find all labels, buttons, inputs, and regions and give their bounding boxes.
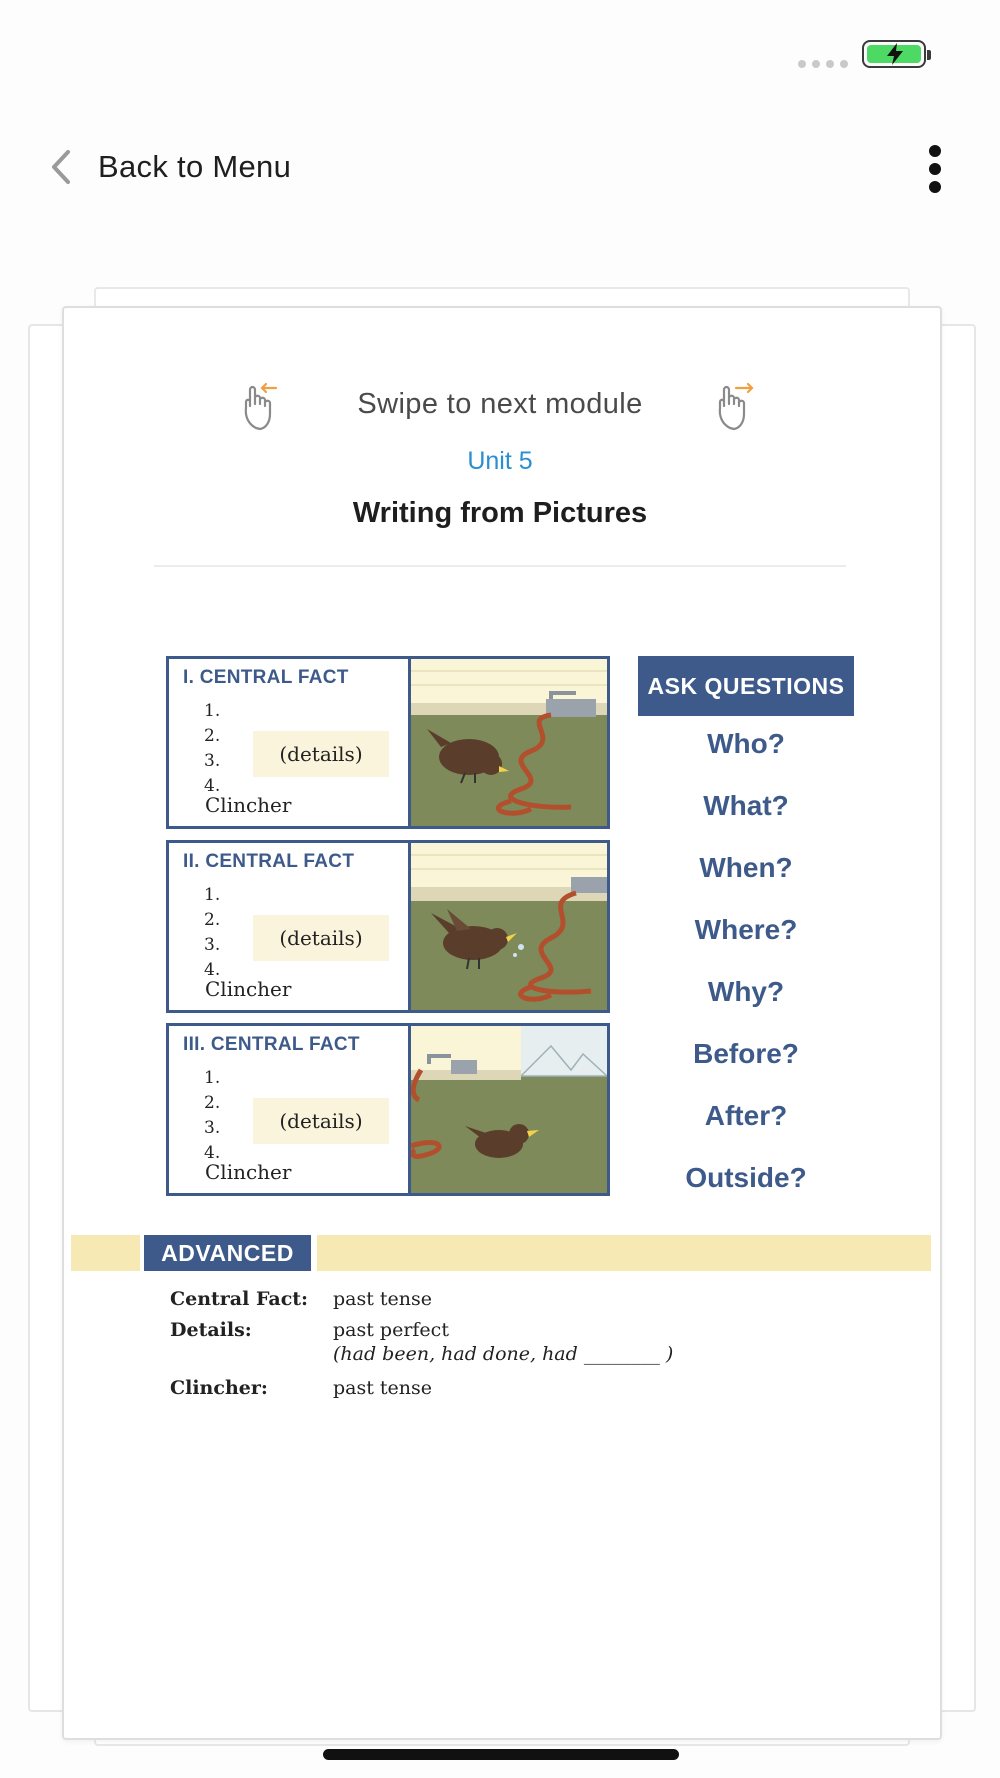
details-placeholder: (details) <box>253 915 389 961</box>
question-after: After? <box>704 1100 788 1131</box>
question-outside: Outside? <box>685 1162 807 1193</box>
swipe-right-hand-icon <box>714 376 760 432</box>
advanced-details-note: (had been, had done, had ________ ) <box>333 1343 674 1365</box>
chevron-left-icon <box>46 148 76 186</box>
detail-numbers: 1. 2. 3. 4. <box>204 885 221 980</box>
ask-questions-header: ASK QUESTIONS <box>638 656 854 716</box>
central-fact-panel-1 <box>166 656 610 829</box>
cellular-signal-icon <box>798 60 848 68</box>
swipe-hint <box>240 376 760 432</box>
details-placeholder: (details) <box>253 731 389 777</box>
bird-hose-illustration-1 <box>411 659 607 826</box>
back-label: Back to Menu <box>98 149 292 184</box>
divider <box>154 565 846 567</box>
swipe-hint-text: Swipe to next module <box>357 387 643 420</box>
battery-charging-icon <box>862 40 926 68</box>
bird-hose-illustration-2 <box>411 843 607 1010</box>
clincher-label: Clincher <box>205 977 292 1001</box>
advanced-key-clincher: Clincher: <box>170 1377 268 1399</box>
advanced-value-central-fact: past tense <box>333 1288 433 1310</box>
question-why: Why? <box>707 976 785 1007</box>
clincher-label: Clincher <box>205 1160 292 1184</box>
unit-label: Unit 5 <box>467 447 533 475</box>
module-title: Writing from Pictures <box>352 497 648 529</box>
question-who: Who? <box>707 728 785 759</box>
question-before: Before? <box>693 1038 799 1069</box>
advanced-label: ADVANCED <box>144 1235 311 1271</box>
home-indicator[interactable] <box>323 1749 679 1760</box>
detail-numbers: 1. 2. 3. 4. <box>204 1068 221 1163</box>
central-fact-panel-3 <box>166 1023 610 1196</box>
bird-hose-illustration-3 <box>411 1026 607 1193</box>
advanced-value-details: past perfect <box>333 1319 449 1341</box>
detail-numbers: 1. 2. 3. 4. <box>204 701 221 796</box>
swipe-left-hand-icon <box>240 376 286 432</box>
advanced-key-central-fact: Central Fact: <box>170 1288 309 1310</box>
advanced-key-details: Details: <box>170 1319 252 1341</box>
back-to-menu-button[interactable] <box>46 148 291 186</box>
panel-heading: I. CENTRAL FACT <box>183 667 349 688</box>
question-when: When? <box>699 852 793 883</box>
advanced-value-clincher: past tense <box>333 1377 433 1399</box>
question-what: What? <box>703 790 789 821</box>
panel-heading: II. CENTRAL FACT <box>183 851 355 872</box>
question-where: Where? <box>694 914 798 945</box>
details-placeholder: (details) <box>253 1098 389 1144</box>
clincher-label: Clincher <box>205 793 292 817</box>
panel-heading: III. CENTRAL FACT <box>183 1034 360 1055</box>
more-options-icon[interactable] <box>925 145 945 193</box>
central-fact-panel-2 <box>166 840 610 1013</box>
